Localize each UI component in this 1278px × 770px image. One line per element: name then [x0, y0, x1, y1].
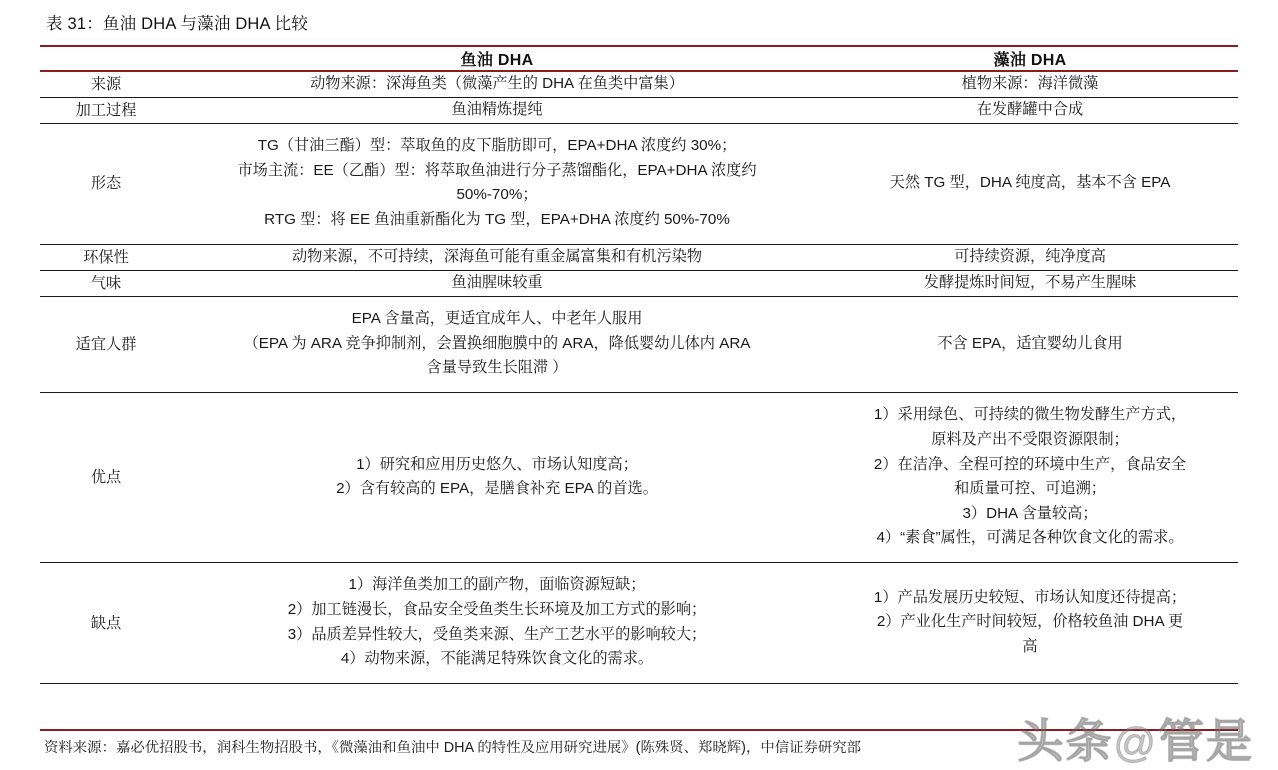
cell-line: 1）产品发展历史较短、市场认知度还待提高； [873, 588, 1187, 606]
row-label-2: 加工过程 [75, 101, 137, 119]
cell-line: 2）在洁净、全程可控的环境中生产，食品安全 [873, 455, 1187, 473]
row-label-8: 缺点 [90, 614, 122, 632]
footer-area [40, 729, 1238, 762]
row-divider [40, 683, 1238, 684]
row-label-6: 适宜人群 [75, 335, 137, 353]
watermark-prefix: 头条 [1017, 715, 1114, 767]
table-row [40, 297, 1238, 392]
comparison-table [40, 47, 1238, 684]
cell-line: 2）含有较高的 EPA，是膳食补充 EPA 的首选。 [336, 480, 658, 498]
cell-line: 1）海洋鱼类加工的副产物，面临资源短缺； [348, 576, 646, 594]
cell-fish-oil-dha [172, 245, 822, 270]
row-label-3: 形态 [90, 175, 122, 193]
table-row [40, 72, 1238, 97]
table-row [40, 393, 1238, 562]
row-divider-rule [40, 683, 1238, 684]
cell-line: 动物来源：深海鱼类（微藻产生的 DHA 在鱼类中富集） [310, 75, 684, 93]
cell-algae-oil-dha [822, 124, 1238, 244]
cell-line: 3）品质差异性较大，受鱼类来源、生产工艺水平的影响较大； [287, 625, 707, 643]
cell-line: RTG 型：将 EE 鱼油重新酯化为 TG 型，EPA+DHA 浓度约 50%-70% [264, 211, 730, 229]
watermark-suffix: 管是 [1158, 715, 1254, 767]
cell-algae-oil-dha [822, 72, 1238, 97]
cell-algae-oil-dha [822, 393, 1238, 562]
cell-line: 原料及产出不受限资源限制； [931, 430, 1129, 448]
cell-line: EPA 含量高，更适宜成年人、中老年人服用 [351, 310, 643, 328]
table-row [40, 271, 1238, 296]
column-header-label [40, 47, 172, 70]
table-row [40, 563, 1238, 683]
cell-line: TG（甘油三酯）型：萃取鱼的皮下脂肪即可，EPA+DHA 浓度约 30%； [257, 137, 737, 155]
cell-fish-oil-dha [172, 393, 822, 562]
cell-algae-oil-dha [822, 563, 1238, 683]
table-row [40, 245, 1238, 270]
cell-algae-oil-dha [822, 245, 1238, 270]
cell-fish-oil-dha [172, 563, 822, 683]
cell-algae-oil-dha [822, 98, 1238, 123]
page-title: 表 31：鱼油 DHA 与藻油 DHA 比较 [46, 15, 309, 33]
source-note: 资料来源：嘉必优招股书，润科生物招股书，《微藻油和鱼油中 DHA 的特性及应用研究进展》(陈殊贤、郑晓辉)，中信证券研究部 [44, 740, 862, 757]
cell-algae-oil-dha [822, 271, 1238, 296]
table-header-row [40, 47, 1238, 70]
cell-algae-oil-dha [822, 297, 1238, 392]
row-label-1: 来源 [90, 75, 122, 93]
table-row [40, 124, 1238, 244]
cell-line: 在发酵罐中合成 [976, 101, 1084, 119]
cell-line: 1）研究和应用历史悠久、市场认知度高； [356, 455, 638, 473]
cell-line: 4）动物来源，不能满足特殊饮食文化的需求。 [340, 650, 654, 668]
cell-line: 可持续资源，纯净度高 [954, 248, 1106, 266]
cell-line: 天然 TG 型，DHA 纯度高，基本不含 EPA [889, 174, 1171, 192]
cell-fish-oil-dha [172, 98, 822, 123]
cell-fish-oil-dha [172, 124, 822, 244]
cell-line: （EPA 为 ARA 竞争抑制剂，会置换细胞膜中的 ARA，降低婴幼儿体内 ARA [243, 334, 751, 352]
watermark-at-symbol: @ [1113, 719, 1158, 766]
table-row [40, 98, 1238, 123]
cell-line: 动物来源，不可持续，深海鱼可能有重金属富集和有机污染物 [291, 248, 703, 266]
cell-line: 2）加工链漫长，食品安全受鱼类生长环境及加工方式的影响； [287, 601, 707, 619]
column-header-algae-oil-dha: 藻油 DHA [993, 52, 1067, 70]
cell-line: 植物来源：海洋微藻 [961, 75, 1099, 93]
cell-line: 鱼油腥味较重 [451, 274, 543, 292]
row-label-5: 气味 [90, 274, 122, 292]
cell-line: 含量导致生长阻滞 ） [426, 359, 568, 377]
cell-line: 发酵提炼时间短，不易产生腥味 [923, 274, 1137, 292]
cell-line: 2）产业化生产时间较短，价格较鱼油 DHA 更 [876, 613, 1184, 631]
cell-fish-oil-dha [172, 297, 822, 392]
cell-line: 高 [1022, 638, 1038, 656]
row-label-4: 环保性 [83, 248, 129, 266]
cell-fish-oil-dha [172, 271, 822, 296]
cell-line: 1）采用绿色、可持续的微生物发酵生产方式， [873, 406, 1187, 424]
row-label-7: 优点 [90, 469, 122, 487]
column-header-fish-oil-dha: 鱼油 DHA [460, 52, 534, 70]
cell-line: 不含 EPA，适宜婴幼儿食用 [937, 334, 1123, 352]
cell-line: 鱼油精炼提纯 [451, 101, 543, 119]
cell-line: 和质量可控、可追溯； [954, 480, 1106, 498]
cell-line: 50%-70%； [456, 186, 538, 204]
cell-line: 3）DHA 含量较高； [962, 504, 1098, 522]
cell-fish-oil-dha [172, 72, 822, 97]
cell-line: 市场主流：EE（乙酯）型：将萃取鱼油进行分子蒸馏酯化，EPA+DHA 浓度约 [237, 161, 757, 179]
cell-line: 4）“素食”属性，可满足各种饮食文化的需求。 [876, 529, 1184, 547]
table-body [40, 72, 1238, 684]
